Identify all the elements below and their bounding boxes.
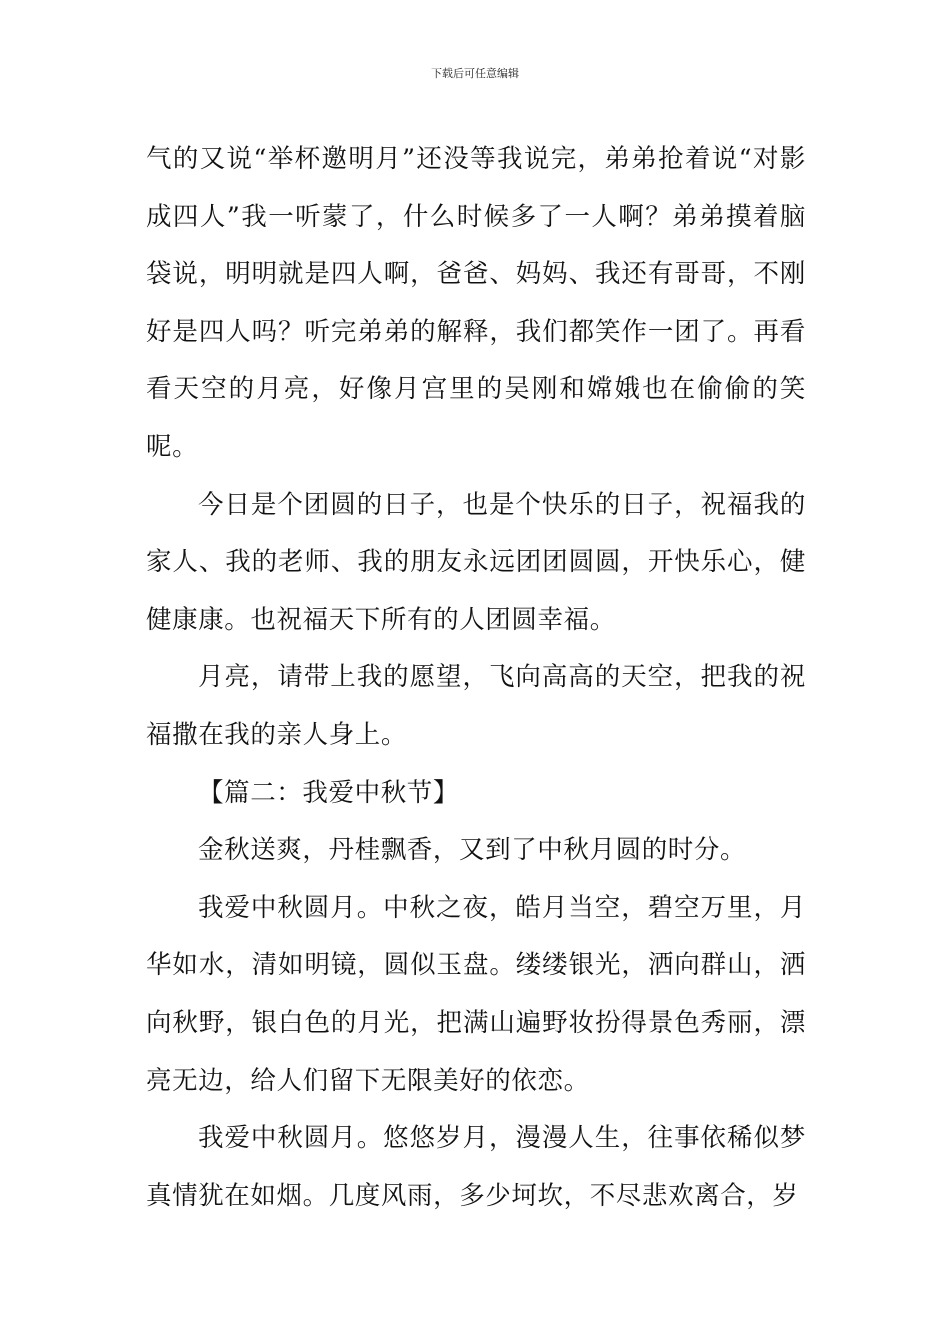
paragraph: 我爱中秋圆月。悠悠岁月，漫漫人生，往事依稀似梦真情犹在如烟。几度风雨，多少坷坎，不尽悲欢离合，岁 [146, 1123, 806, 1211]
paragraph: 月亮，请带上我的愿望，飞向高高的天空，把我的祝福撒在我的亲人身上。 [146, 662, 806, 750]
document-body [146, 131, 806, 1225]
paragraph: 金秋送爽，丹桂飘香，又到了中秋月圆的时分。 [198, 835, 747, 866]
section-heading: 【篇二：我爱中秋节】 [198, 777, 460, 808]
paragraph: 气的又说“举杯邀明月”还没等我说完，弟弟抢着说“对影成四人”我一听蒙了，什么时候多了一人啊？弟弟摸着脑袋说，明明就是四人啊，爸爸、妈妈、我还有哥哥，不刚好是四人吗？听完弟弟的解释，我们都笑作一团了。再看看天空的月亮，好像月宫里的吴刚和嫦娥也在偷偷的笑呢。 [146, 144, 806, 462]
page-header: 下载后可任意编辑 [431, 67, 519, 80]
paragraph: 今日是个团圆的日子，也是个快乐的日子，祝福我的家人、我的老师、我的朋友永远团团圆圆，开快乐心，健健康康。也祝福天下所有的人团圆幸福。 [146, 489, 806, 635]
paragraph: 我爱中秋圆月。中秋之夜，皓月当空，碧空万里，月华如水，清如明镜，圆似玉盘。缕缕银光，洒向群山，洒向秋野，银白色的月光，把满山遍野妆扮得景色秀丽，漂亮无边，给人们留下无限美好的依恋。 [146, 892, 806, 1096]
